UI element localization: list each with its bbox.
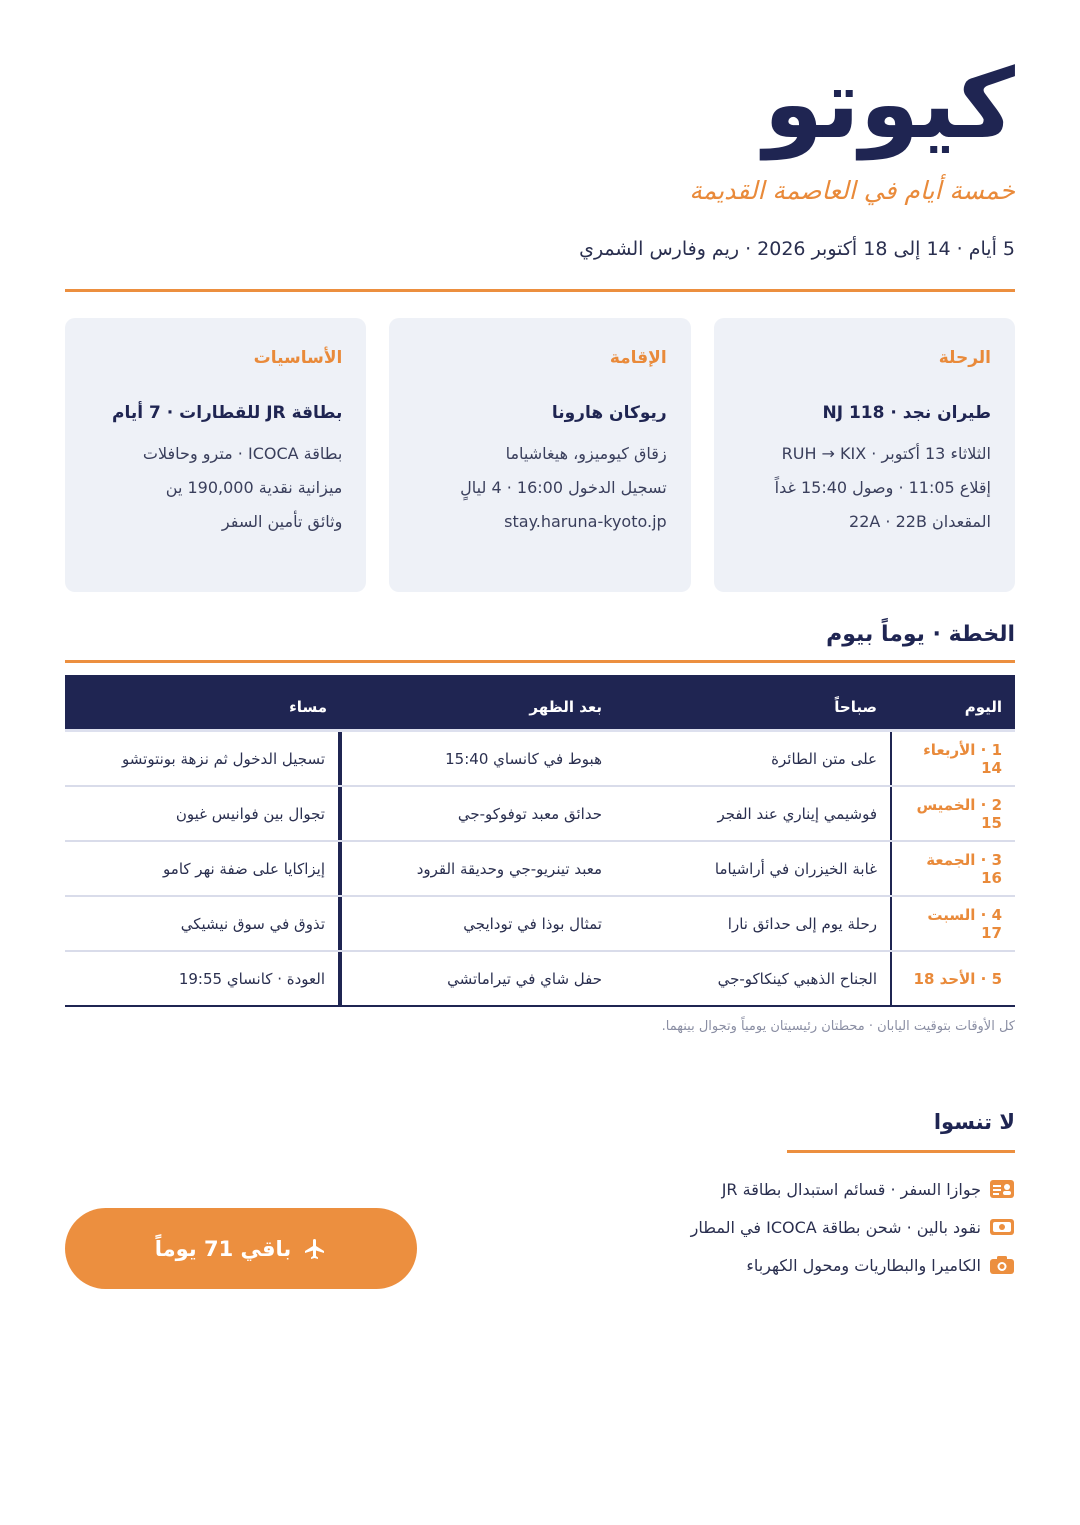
cell-day: 2 · الخميس 15 bbox=[890, 787, 1015, 840]
page-title: كيوتو bbox=[763, 48, 1015, 160]
header-morning: صباحاً bbox=[834, 698, 877, 716]
card-heading: الأساسيات bbox=[253, 348, 343, 368]
header-day: اليوم bbox=[964, 698, 1002, 716]
card-line: بطاقة ICOCA · مترو وحافلات bbox=[142, 444, 343, 463]
header-evening: مساء bbox=[289, 698, 327, 716]
info-cards bbox=[65, 318, 1015, 592]
cell-morning: على متن الطائرة bbox=[771, 749, 877, 768]
plan-footnote: كل الأوقات بتوقيت اليابان · محطتان رئيسيتان يومياً وتجوال بينهما. bbox=[661, 1019, 1015, 1034]
cell-day: 5 · الأحد 18 bbox=[890, 952, 1015, 1005]
list-item bbox=[575, 1246, 1015, 1284]
cell-evening: إيزاكايا على ضفة نهر كامو bbox=[65, 842, 340, 895]
remember-divider bbox=[787, 1150, 1015, 1153]
cell-evening: العودة · كانساي 19:55 bbox=[65, 952, 340, 1005]
trip-meta: 5 أيام · 14 إلى 18 أكتوبر 2026 · ريم وفارس الشمري bbox=[579, 238, 1015, 260]
page-subtitle: خمسة أيام في العاصمة القديمة bbox=[689, 176, 1015, 205]
card-line: إقلاع 11:05 · وصول 15:40 غداً bbox=[774, 478, 991, 497]
remember-section bbox=[787, 1110, 1015, 1134]
plan-table bbox=[65, 675, 1015, 1007]
airplane-icon bbox=[303, 1237, 327, 1261]
cell-afternoon: حدائق معبد توفوكو-جي bbox=[340, 787, 615, 840]
cell-evening: تجوال بين فوانيس غيون bbox=[65, 787, 340, 840]
card-line: تسجيل الدخول 16:00 · 4 ليالٍ bbox=[460, 478, 667, 497]
list-item bbox=[575, 1208, 1015, 1246]
remember-list bbox=[575, 1170, 1015, 1284]
card-heading: الإقامة bbox=[609, 348, 667, 368]
card-line: وثائق تأمين السفر bbox=[221, 512, 343, 531]
card-stay bbox=[389, 318, 690, 592]
cell-evening: تذوق في سوق نيشيكي bbox=[65, 897, 340, 950]
cell-morning: الجناح الذهبي كينكاكو-جي bbox=[717, 969, 877, 988]
cell-evening: تسجيل الدخول ثم نزهة بونتوتشو bbox=[65, 732, 340, 785]
plan-title: الخطة · يوماً بيوم bbox=[826, 622, 1015, 647]
list-item-text: نقود بالين · شحن بطاقة ICOCA في المطار bbox=[690, 1217, 981, 1237]
countdown-button[interactable] bbox=[65, 1208, 417, 1289]
cell-day: 1 · الأربعاء 14 bbox=[890, 732, 1015, 785]
card-line: ميزانية نقدية 190,000 ين bbox=[165, 478, 343, 497]
cell-afternoon: معبد تينريو-جي وحديقة القرود bbox=[340, 842, 615, 895]
cell-afternoon: هبوط في كانساي 15:40 bbox=[340, 732, 615, 785]
id-card-icon bbox=[989, 1179, 1015, 1199]
table-row bbox=[65, 842, 1015, 897]
countdown-label: باقي 71 يوماً bbox=[154, 1236, 292, 1261]
list-item-text: جوازا السفر · قسائم استبدال بطاقة JR bbox=[721, 1179, 981, 1199]
list-item bbox=[575, 1170, 1015, 1208]
card-essentials bbox=[65, 318, 366, 592]
remember-title: لا تنسوا bbox=[933, 1110, 1015, 1134]
card-title: ريوكان هارونا bbox=[551, 403, 667, 423]
table-body bbox=[65, 729, 1015, 1007]
cell-day: 4 · السبت 17 bbox=[890, 897, 1015, 950]
card-line: زقاق كيوميزو، هيغاشياما bbox=[505, 444, 667, 463]
card-title: بطاقة JR للقطارات · 7 أيام bbox=[111, 403, 343, 423]
cell-morning: غابة الخيزران في أراشياما bbox=[714, 859, 877, 878]
header-afternoon: بعد الظهر bbox=[529, 698, 602, 716]
table-header bbox=[65, 675, 1015, 729]
cash-icon bbox=[989, 1217, 1015, 1237]
cell-morning: فوشيمي إيناري عند الفجر bbox=[717, 804, 877, 823]
table-row bbox=[65, 897, 1015, 952]
cell-day: 3 · الجمعة 16 bbox=[890, 842, 1015, 895]
header-divider bbox=[65, 289, 1015, 292]
plan-divider bbox=[65, 660, 1015, 663]
camera-icon bbox=[989, 1255, 1015, 1275]
card-line: الثلاثاء 13 أكتوبر · RUH → KIX bbox=[781, 444, 991, 463]
list-item-text: الكاميرا والبطاريات ومحول الكهرباء bbox=[746, 1255, 981, 1275]
card-title: طيران نجد · NJ 118 bbox=[822, 403, 991, 423]
cell-afternoon: حفل شاي في تيراماتشي bbox=[340, 952, 615, 1005]
table-row bbox=[65, 787, 1015, 842]
stay-website-link[interactable]: stay.haruna-kyoto.jp bbox=[504, 512, 667, 531]
card-flight bbox=[714, 318, 1015, 592]
table-row bbox=[65, 732, 1015, 787]
card-heading: الرحلة bbox=[938, 348, 991, 368]
card-line: المقعدان 22A · 22B bbox=[849, 512, 991, 531]
cell-morning: رحلة يوم إلى حدائق نارا bbox=[727, 914, 877, 933]
table-row bbox=[65, 952, 1015, 1007]
cell-afternoon: تمثال بوذا في تودايجي bbox=[340, 897, 615, 950]
